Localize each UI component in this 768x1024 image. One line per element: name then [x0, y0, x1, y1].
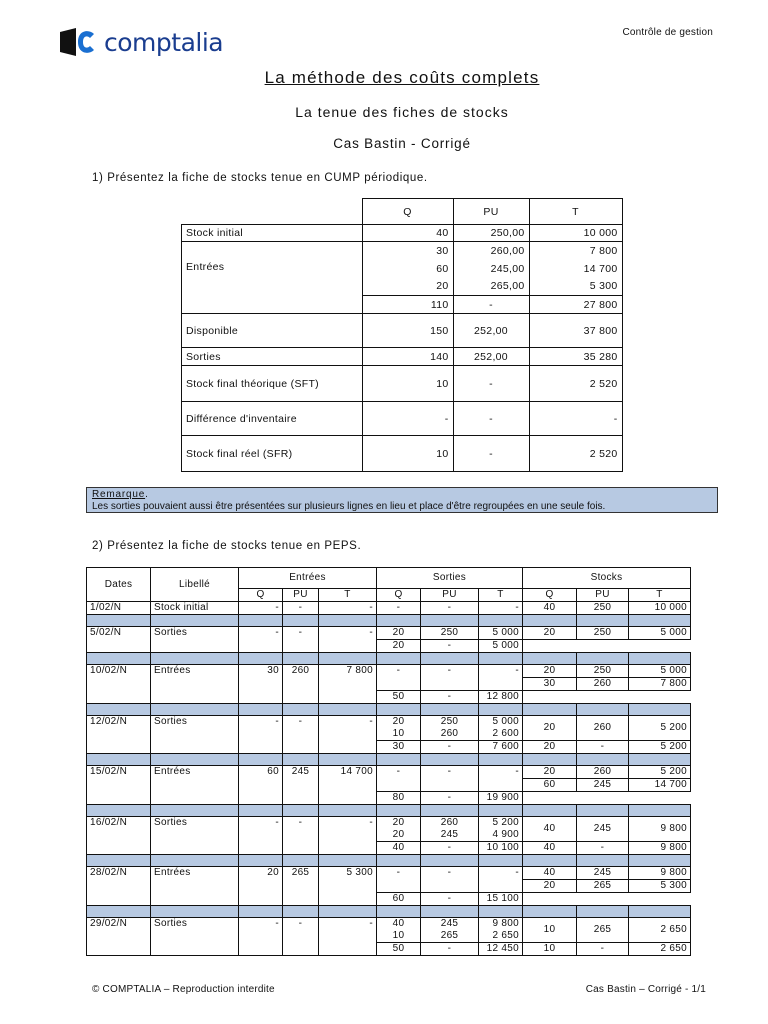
row-sfr: Stock final réel (SFR) 10 - 2 520 — [182, 436, 623, 472]
document-category: Contrôle de gestion — [622, 27, 713, 38]
col-t-header: T — [529, 199, 622, 225]
sub-st-t: T — [629, 589, 691, 602]
peps-row-line: 30 260 7 800 — [87, 678, 691, 691]
col-stocks: Stocks — [523, 568, 691, 589]
peps-separator — [87, 704, 691, 716]
col-pu-header: PU — [453, 199, 529, 225]
peps-row: 1/02/N Stock initial - - - - - - 40 250 10 000 — [87, 602, 691, 615]
peps-row: 28/02/N Entrées 20 265 5 300 - - - 40 245 9 800 — [87, 867, 691, 880]
row-entree-3: 20 265,00 5 300 — [182, 278, 623, 296]
sub-e-t: T — [319, 589, 377, 602]
empty-corner — [182, 199, 363, 225]
question-2: 2) Présentez la fiche de stocks tenue en PEPS. — [92, 540, 362, 552]
footer-copyright: © COMPTALIA – Reproduction interdite — [92, 984, 275, 995]
peps-row-total: 80 - 19 900 — [87, 792, 691, 805]
comptalia-logo-icon — [60, 28, 100, 56]
peps-row-line: 20 265 5 300 — [87, 880, 691, 893]
page-subtitle: La tenue des fiches de stocks — [295, 104, 509, 120]
row-entrees-total: 110 - 27 800 — [182, 296, 623, 314]
peps-separator — [87, 754, 691, 766]
peps-row: 12/02/N Sorties - - - 20 10 250 260 5 000 2 600 20 260 5 200 — [87, 716, 691, 741]
col-libelle: Libellé — [151, 568, 239, 602]
peps-separator — [87, 615, 691, 627]
peps-row: 29/02/N Sorties - - - 40 10 245 265 9 800 2 650 10 265 2 650 — [87, 918, 691, 943]
remark-text: Les sorties pouvaient aussi être présentées sur plusieurs lignes en lieu et place d'être regroupées en une seule fois. — [92, 501, 606, 512]
row-difference: Différence d'inventaire - - - — [182, 402, 623, 436]
sub-e-q: Q — [239, 589, 283, 602]
sub-s-t: T — [479, 589, 523, 602]
peps-row: 15/02/N Entrées 60 245 14 700 - - - 20 260 5 200 — [87, 766, 691, 779]
sub-e-pu: PU — [283, 589, 319, 602]
col-sorties: Sorties — [377, 568, 523, 589]
cump-stock-table — [181, 198, 623, 472]
peps-separator — [87, 855, 691, 867]
case-title: Cas Bastin - Corrigé — [333, 136, 471, 151]
row-entree-2: 60 245,00 14 700 — [182, 260, 623, 278]
remark-box: Remarque. Les sorties pouvaient aussi être présentées sur plusieurs lignes en lieu et place d'être regroupées en une seule fois. — [86, 487, 718, 513]
row-disponible: Disponible 150 252,00 37 800 — [182, 314, 623, 348]
peps-row-total: 50 - 12 800 — [87, 691, 691, 704]
peps-row-total: 60 - 15 100 — [87, 893, 691, 906]
peps-row-line: 60 245 14 700 — [87, 779, 691, 792]
row-sorties: Sorties 140 252,00 35 280 — [182, 348, 623, 366]
peps-separator — [87, 906, 691, 918]
comptalia-logo — [60, 26, 223, 58]
row-sft: Stock final théorique (SFT) 10 - 2 520 — [182, 366, 623, 402]
peps-row-total: 20 - 5 000 — [87, 640, 691, 653]
peps-row: 16/02/N Sorties - - - 20 20 260 245 5 200 4 900 40 245 9 800 — [87, 817, 691, 842]
sub-st-q: Q — [523, 589, 577, 602]
footer-page: Cas Bastin – Corrigé - 1/1 — [585, 984, 706, 995]
peps-separator — [87, 653, 691, 665]
sub-s-q: Q — [377, 589, 421, 602]
row-stock-initial: Stock initial 40 250,00 10 000 — [182, 225, 623, 242]
row-entree-1: Entrées 30 260,00 7 800 — [182, 242, 623, 260]
logo-text: comptalia — [104, 27, 224, 57]
peps-row-total: 40 - 10 100 40 - 9 800 — [87, 842, 691, 855]
sub-st-pu: PU — [577, 589, 629, 602]
peps-row-total: 30 - 7 600 20 - 5 200 — [87, 741, 691, 754]
col-dates: Dates — [87, 568, 151, 602]
sub-s-pu: PU — [421, 589, 479, 602]
question-1: 1) Présentez la fiche de stocks tenue en CUMP périodique. — [92, 172, 428, 184]
peps-row-total: 50 - 12 450 10 - 2 650 — [87, 943, 691, 956]
peps-stock-table — [86, 567, 691, 956]
peps-row: 5/02/N Sorties - - - 20 250 5 000 20 250 5 000 — [87, 627, 691, 640]
remark-title: Remarque — [92, 489, 146, 500]
col-q-header: Q — [362, 199, 453, 225]
page-title: La méthode des coûts complets — [264, 68, 540, 87]
col-entrees: Entrées — [239, 568, 377, 589]
peps-row: 10/02/N Entrées 30 260 7 800 - - - 20 250 5 000 — [87, 665, 691, 678]
peps-separator — [87, 805, 691, 817]
